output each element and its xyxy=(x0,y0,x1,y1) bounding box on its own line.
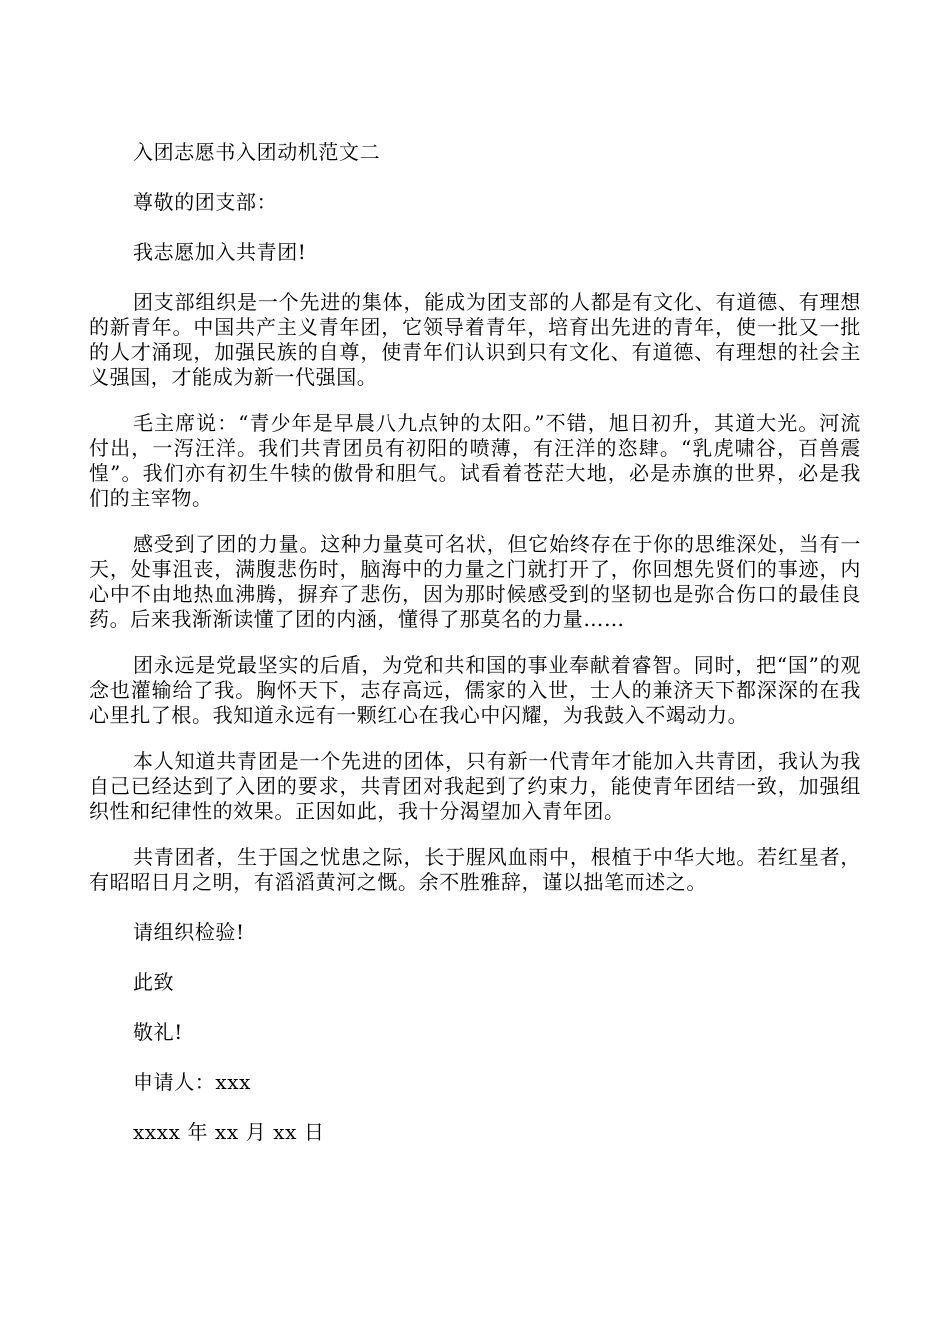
body-paragraph-1: 团支部组织是一个先进的集体，能成为团支部的人都是有文化、有道德、有理想的新青年。中国共产主义青年团，它领导着青年，培育出先进的青年，使一批又一批的人才涌现，加强民族的自尊，使青年们认识到只有文化、有道德、有理想的社会主义强国，才能成为新一代强国。 xyxy=(89,290,861,389)
closing-line-2: 敬礼! xyxy=(133,1020,183,1044)
application-letter xyxy=(89,140,861,1145)
closing-line-1: 此致 xyxy=(133,970,175,994)
body-paragraph-6: 共青团者，生于国之忧患之际，长于腥风血雨中，根植于中华大地。若红星者，有昭昭日月之明，有滔滔黄河之慨。余不胜雅辞，谨以拙笔而述之。 xyxy=(89,845,861,894)
body-paragraph-2: 毛主席说：“青少年是早晨八九点钟的太阳。”不错，旭日初升，其道大光。河流付出，一泻汪洋。我们共青团员有初阳的喷薄，有汪洋的恣肆。“乳虎啸谷，百兽震惶”。我们亦有初生牛犊的傲骨和胆气。试看着苍茫大地，必是赤旗的世界，必是我们的主宰物。 xyxy=(89,411,861,510)
applicant-line: 申请人：xxx xyxy=(133,1070,252,1094)
date-line: xxxx 年 xx 月 xx 日 xyxy=(133,1120,325,1144)
salutation: 尊敬的团支部： xyxy=(133,190,278,214)
opening-line: 我志愿加入共青团! xyxy=(133,240,307,264)
request-line: 请组织检验! xyxy=(133,920,245,944)
body-paragraph-5: 本人知道共青团是一个先进的团体，只有新一代青年才能加入共青团，我认为我自己已经达到了入团的要求，共青团对我起到了约束力，能使青年团结一致，加强组织性和纪律性的效果。正因如此，我十分渴望加入青年团。 xyxy=(89,749,861,823)
body-paragraph-4: 团永远是党最坚实的后盾，为党和共和国的事业奉献着睿智。同时，把“国”的观念也灌输给了我。胸怀天下，志存高远，儒家的入世，士人的兼济天下都深深的在我心里扎了根。我知道永远有一颗红心在我心中闪耀，为我鼓入不竭动力。 xyxy=(89,653,861,727)
letter-title: 入团志愿书入团动机范文二 xyxy=(133,140,381,164)
body-paragraph-3: 感受到了团的力量。这种力量莫可名状，但它始终存在于你的思维深处，当有一天，处事沮丧，满腹悲伤时，脑海中的力量之门就打开了，你回想先贤们的事迹，内心中不由地热血沸腾，摒弃了悲伤，因为那时候感受到的坚韧也是弥合伤口的最佳良药。后来我渐渐读懂了团的内涵，懂得了那莫名的力量…… xyxy=(89,532,861,631)
